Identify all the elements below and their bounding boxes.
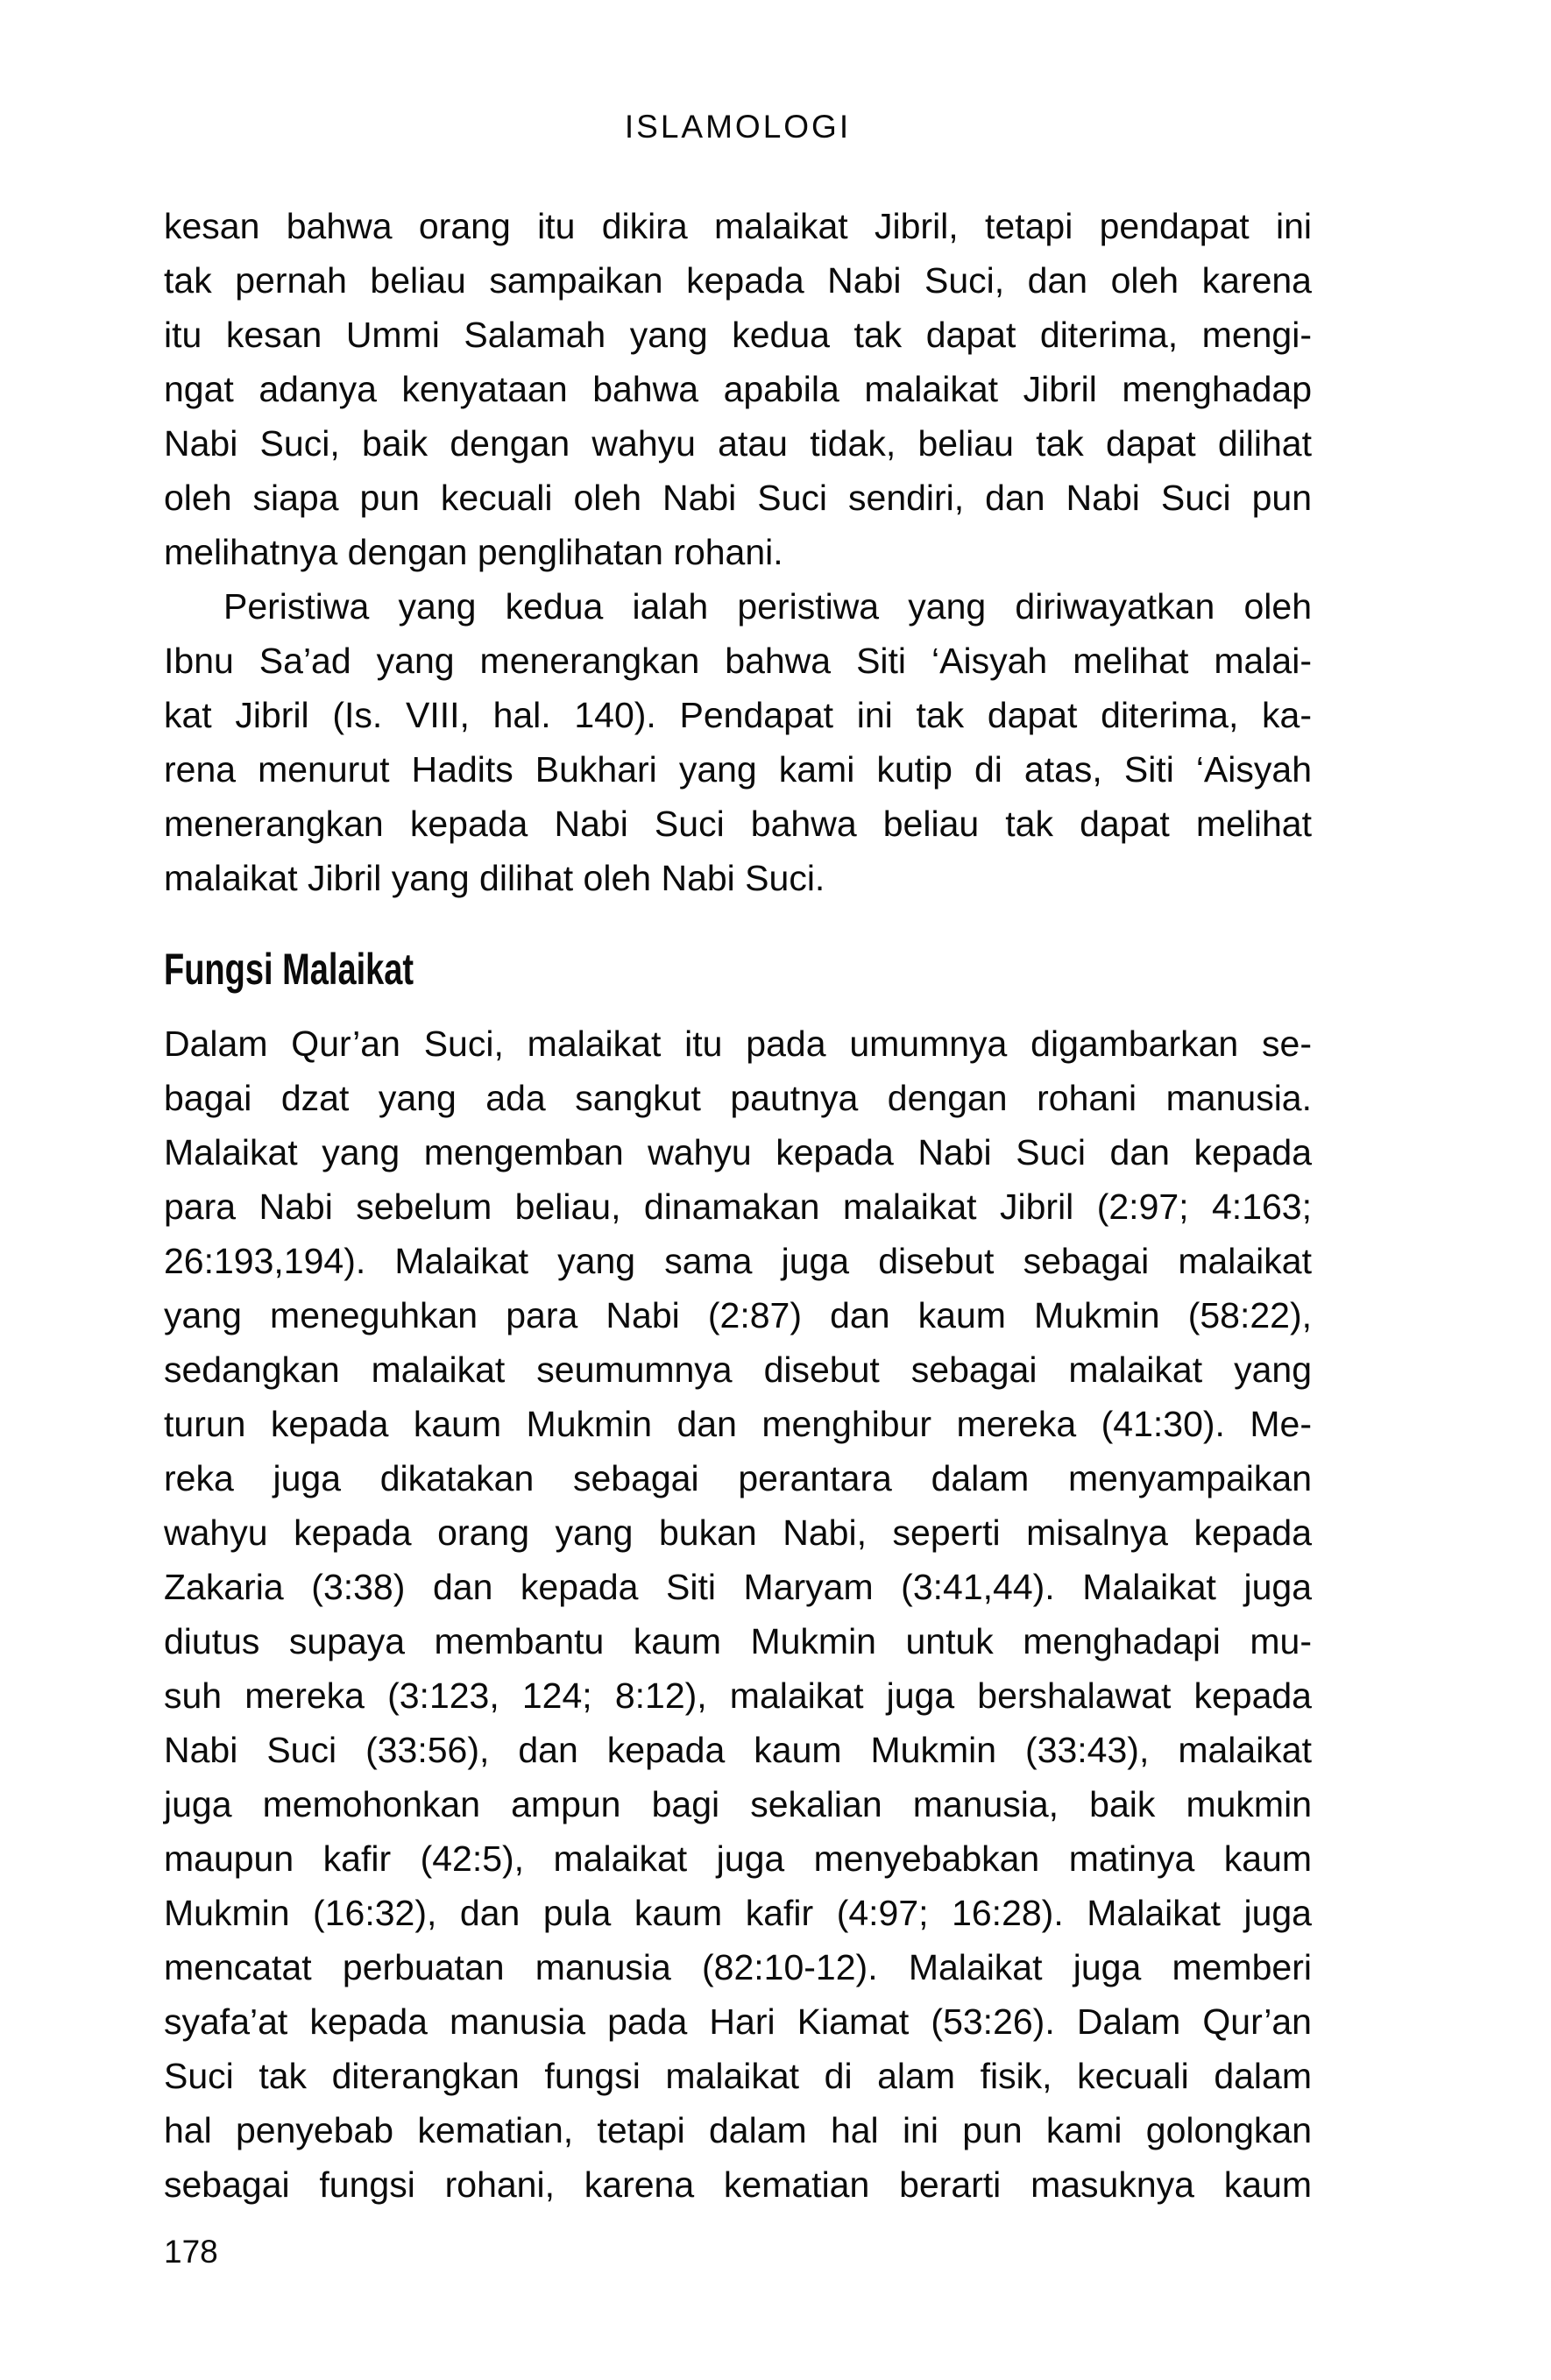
text-line: melihatnya dengan penglihatan rohani. [164,532,783,572]
text-line: Nabi Suci (33:56), dan kepada kaum Mukmin (33:43), malaikat [164,1730,1312,1770]
text-line: tak pernah beliau sampaikan kepada Nabi Suci, dan oleh karena [164,260,1312,301]
text-line: suh mereka (3:123, 124; 8:12), malaikat juga bershalawat kepada [164,1675,1312,1716]
text-line: kesan bahwa orang itu dikira malaikat Jibril, tetapi pendapat ini [164,206,1312,246]
page-number: 178 [164,2234,218,2270]
paragraph-continuation [164,199,1312,579]
section-heading-text: Fungsi Malaikat [164,945,414,994]
text-line: itu kesan Ummi Salamah yang kedua tak dapat diterima, mengi- [164,315,1312,355]
text-line: Malaikat yang mengemban wahyu kepada Nabi Suci dan kepada [164,1132,1312,1172]
text-line: Peristiwa yang kedua ialah peristiwa yang diriwayatkan oleh [223,586,1312,627]
paragraph-peristiwa-kedua [164,579,1312,905]
text-line: Mukmin (16:32), dan pula kaum kafir (4:97; 16:28). Malaikat juga [164,1893,1312,1933]
section-heading [164,942,1312,996]
text-line: turun kepada kaum Mukmin dan menghibur mereka (41:30). Me- [164,1404,1312,1444]
text-line: ngat adanya kenyataan bahwa apabila malaikat Jibril menghadap [164,369,1312,409]
text-line: mencatat perbuatan manusia (82:10-12). Malaikat juga memberi [164,1947,1312,1987]
running-header: ISLAMOLOGI [624,109,852,145]
text-line: 26:193,194). Malaikat yang sama juga disebut sebagai malaikat [164,1241,1312,1281]
text-line: wahyu kepada orang yang bukan Nabi, seperti misalnya kepada [164,1512,1312,1553]
text-line: Dalam Qur’an Suci, malaikat itu pada umumnya digambarkan se- [164,1024,1312,1064]
text-line: juga memohonkan ampun bagi sekalian manusia, baik mukmin [164,1784,1312,1824]
text-line: kat Jibril (Is. VIII, hal. 140). Pendapat ini tak dapat diterima, ka- [164,695,1312,735]
text-line: Suci tak diterangkan fungsi malaikat di alam fisik, kecuali dalam [164,2056,1312,2096]
text-line: hal penyebab kematian, tetapi dalam hal ini pun kami golongkan [164,2110,1312,2150]
page-content [164,0,1312,2271]
text-line: sedangkan malaikat seumumnya disebut sebagai malaikat yang [164,1349,1312,1390]
text-line: menerangkan kepada Nabi Suci bahwa beliau tak dapat melihat [164,804,1312,844]
text-line: syafa’at kepada manusia pada Hari Kiamat (53:26). Dalam Qur’an [164,2001,1312,2042]
text-line: oleh siapa pun kecuali oleh Nabi Suci sendiri, dan Nabi Suci pun [164,478,1312,518]
text-line: Ibnu Sa’ad yang menerangkan bahwa Siti ‘Aisyah melihat malai- [164,641,1312,681]
text-line: diutus supaya membantu kaum Mukmin untuk menghadapi mu- [164,1621,1312,1661]
text-line: para Nabi sebelum beliau, dinamakan malaikat Jibril (2:97; 4:163; [164,1186,1312,1227]
text-line: reka juga dikatakan sebagai perantara dalam menyampaikan [164,1458,1312,1498]
text-line: rena menurut Hadits Bukhari yang kami kutip di atas, Siti ‘Aisyah [164,749,1312,790]
text-line: bagai dzat yang ada sangkut pautnya dengan rohani manusia. [164,1078,1312,1118]
text-line: Nabi Suci, baik dengan wahyu atau tidak, beliau tak dapat dilihat [164,423,1312,464]
text-line: sebagai fungsi rohani, karena kematian berarti masuknya kaum [164,2164,1312,2205]
text-line: Zakaria (3:38) dan kepada Siti Maryam (3:41,44). Malaikat juga [164,1567,1312,1607]
text-line: maupun kafir (42:5), malaikat juga menyebabkan matinya kaum [164,1838,1312,1879]
text-line: yang meneguhkan para Nabi (2:87) dan kaum Mukmin (58:22), [164,1295,1312,1335]
paragraph-fungsi-malaikat [164,1016,1312,2212]
text-line: malaikat Jibril yang dilihat oleh Nabi Suci. [164,858,825,898]
